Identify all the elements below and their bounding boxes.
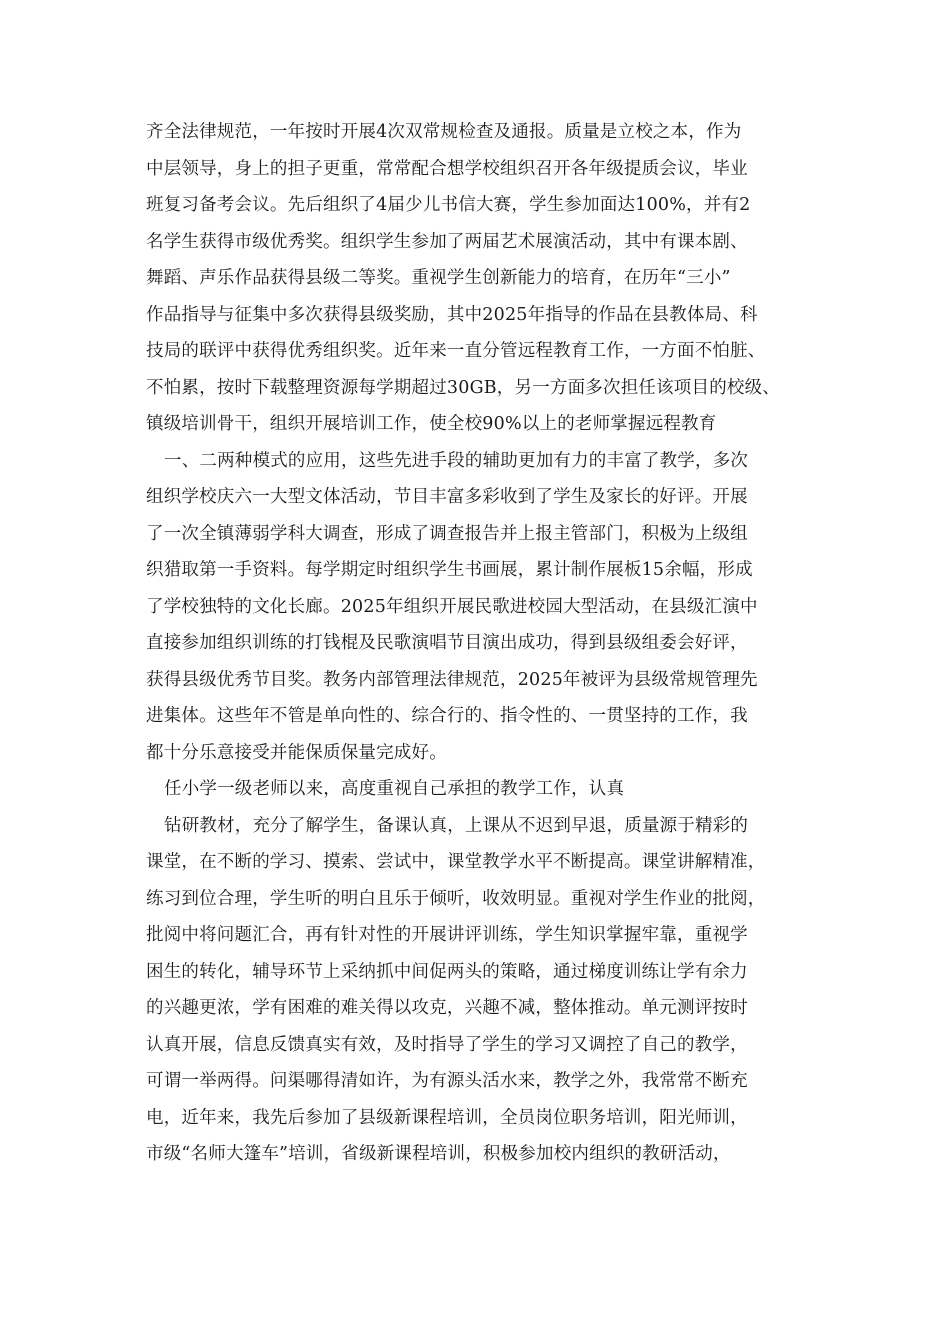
text-line: 组织学校庆六一大型文体活动，节目丰富多彩收到了学生及家长的好评。开展	[146, 487, 748, 507]
text-line: 齐全法律规范，一年按时开展4次双常规检查及通报。质量是立校之本，作为	[146, 122, 742, 142]
text-line: 直接参加组织训练的打钱棍及民歌演唱节目演出成功，得到县级组委会好评，	[146, 633, 748, 653]
text-line: 一、二两种模式的应用，这些先进手段的辅助更加有力的丰富了教学，多次	[164, 450, 749, 471]
text-line: 技局的联评中获得优秀组织奖。近年来一直分管远程教育工作，一方面不怕脏、	[146, 341, 766, 361]
text-line: 织猎取第一手资料。每学期定时组织学生书画展，累计制作展板15余幅，形成	[146, 560, 753, 580]
text-line: 班复习备考会议。先后组织了4届少儿书信大赛，学生参加面达100%，并有2	[146, 195, 751, 215]
text-line: 不怕累，按时下载整理资源每学期超过30GB，另一方面多次担任该项目的校级、	[146, 377, 781, 398]
text-line: 的兴趣更浓，学有困难的难关得以攻克，兴趣不减，整体推动。单元测评按时	[146, 998, 748, 1018]
text-line: 市级“名师大篷车”培训，省级新课程培训，积极参加校内组织的教研活动，	[146, 1144, 731, 1164]
text-line: 认真开展，信息反馈真实有效，及时指导了学生的学习又调控了自己的教学，	[146, 1034, 748, 1055]
text-line: 作品指导与征集中多次获得县级奖励，其中2025年指导的作品在县教体局、科	[146, 304, 758, 325]
text-line: 了一次全镇薄弱学科大调查，形成了调查报告并上报主管部门，积极为上级组	[146, 523, 748, 544]
text-line: 课堂，在不断的学习、摸索、尝试中，课堂教学水平不断提高。课堂讲解精准，	[146, 852, 766, 872]
text-line: 获得县级优秀节目奖。教务内部管理法律规范，2025年被评为县级常规管理先	[146, 669, 758, 690]
text-line: 钻研教材，充分了解学生，备课认真，上课从不迟到早退，质量源于精彩的	[164, 815, 749, 836]
text-line: 舞蹈、声乐作品获得县级二等奖。重视学生创新能力的培育，在历年“三小”	[146, 268, 731, 288]
text-line: 练习到位合理，学生听的明白且乐于倾听，收效明显。重视对学生作业的批阅，	[146, 888, 766, 909]
text-line: 可谓一举两得。问渠哪得清如许，为有源头活水来，教学之外，我常常不断充	[146, 1071, 748, 1091]
text-line: 名学生获得市级优秀奖。组织学生参加了两届艺术展演活动，其中有课本剧、	[146, 231, 748, 252]
text-line: 了学校独特的文化长廊。2025年组织开展民歌进校园大型活动，在县级汇演中	[146, 596, 758, 617]
document-body	[146, 114, 826, 1173]
text-line: 任小学一级老师以来，高度重视自己承担的教学工作，认真	[164, 779, 625, 799]
text-line: 进集体。这些年不管是单向性的、综合行的、指令性的、一贯坚持的工作，我	[146, 706, 748, 726]
text-line: 批阅中将问题汇合，再有针对性的开展讲评训练，学生知识掌握牢靠，重视学	[146, 925, 748, 945]
text-line: 困生的转化，辅导环节上采纳抓中间促两头的策略，通过梯度训练让学有余力	[146, 961, 748, 982]
text-line: 都十分乐意接受并能保质保量完成好。	[146, 742, 447, 763]
text-line: 中层领导，身上的担子更重，常常配合想学校组织召开各年级提质会议，毕业	[146, 158, 748, 179]
text-line: 电，近年来，我先后参加了县级新课程培训，全员岗位职务培训，阳光师训，	[146, 1107, 748, 1128]
text-line: 镇级培训骨干，组织开展培训工作，使全校90%以上的老师掌握远程教育	[146, 414, 717, 434]
